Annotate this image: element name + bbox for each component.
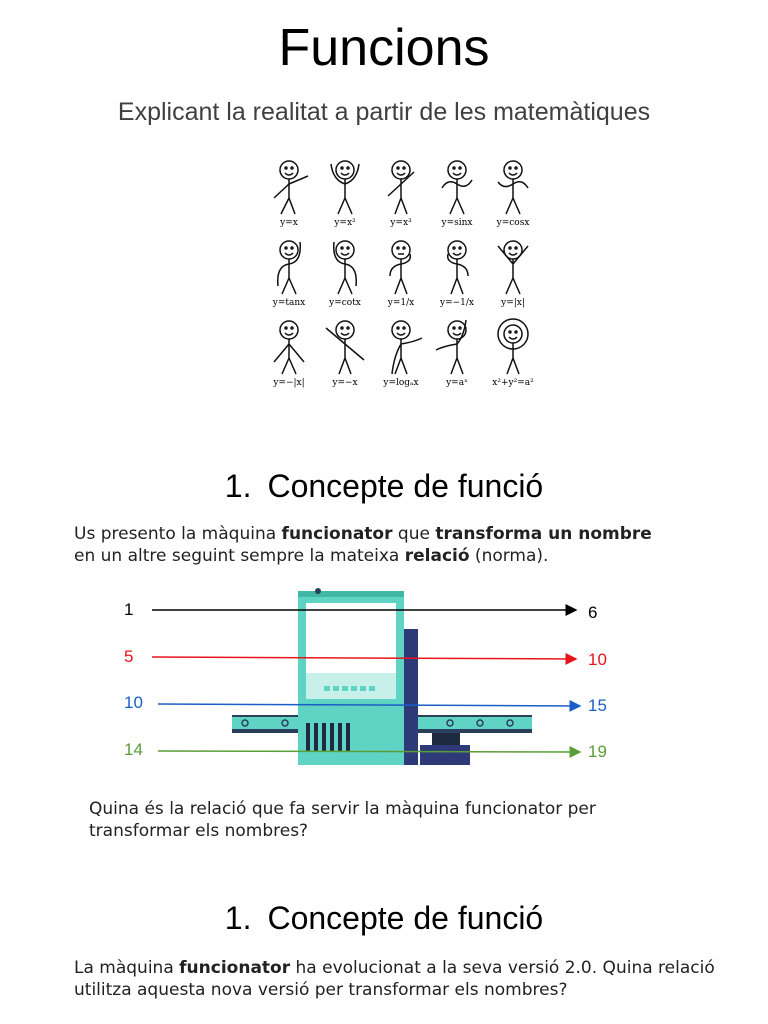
- figure-label: y=logₐx: [383, 378, 419, 388]
- figure-label: y=−1/x: [439, 298, 474, 308]
- input-number-4: 14: [124, 740, 143, 759]
- input-number-2: 5: [124, 647, 134, 666]
- input-number-1: 1: [124, 600, 134, 619]
- section-title: Concepte de funció: [267, 900, 544, 936]
- arrow-2: [152, 657, 576, 659]
- output-number-2: 10: [588, 650, 607, 669]
- bold-transforma: transforma un nombre: [435, 524, 652, 544]
- bold-relacio: relació: [404, 546, 470, 566]
- figure-label: y=x: [280, 218, 298, 228]
- output-number-3: 15: [588, 696, 607, 715]
- input-number-3: 10: [124, 693, 143, 712]
- output-number-4: 19: [588, 742, 607, 761]
- bold-funcionator: funcionator: [179, 958, 291, 978]
- figure-label: x²+y²=a²: [492, 378, 534, 388]
- text-run: Us presento la màquina: [74, 524, 282, 544]
- text-run: en un altre seguint sempre la mateixa: [74, 546, 405, 566]
- bold-funcionator: funcionator: [281, 524, 393, 544]
- figure-label: y=cotx: [329, 298, 361, 308]
- section-number: 1.: [224, 900, 252, 936]
- text-run: (norma).: [469, 546, 549, 566]
- figure-label: y=tanx: [272, 298, 306, 308]
- figure-label: y=−x: [332, 378, 358, 388]
- arrow-4: [158, 751, 580, 752]
- section-2-heading: [0, 900, 768, 937]
- page-title: Funcions: [278, 19, 490, 77]
- figure-label: y=−|x|: [273, 378, 305, 388]
- figure-label: y=cosx: [496, 218, 530, 228]
- figure-label: y=x³: [390, 218, 412, 228]
- figure-label: y=aˣ: [446, 378, 468, 388]
- output-number-1: 6: [588, 603, 598, 622]
- page-subtitle: Explicant la realitat a partir de les matemàtiques: [117, 98, 651, 126]
- arrow-3: [158, 704, 580, 706]
- figure-label: y=|x|: [501, 298, 525, 308]
- text-run: La màquina: [74, 958, 180, 978]
- text-run: que: [392, 524, 436, 544]
- section-2-text: [74, 957, 744, 1001]
- figure-label: y=1/x: [387, 298, 415, 308]
- figure-label: y=sinx: [441, 218, 473, 228]
- section-1-question: Quina és la relació que fa servir la màquina funcionator per transformar els nombres?: [89, 799, 596, 841]
- text-run: ha evolucionat a la seva versió 2.0. Quina relació utilitza aquesta nova versió per transformar els nombres?: [74, 958, 715, 1000]
- section-title: Concepte de funció: [267, 468, 544, 504]
- figure-label: y=x²: [334, 218, 356, 228]
- section-number: 1.: [224, 468, 252, 504]
